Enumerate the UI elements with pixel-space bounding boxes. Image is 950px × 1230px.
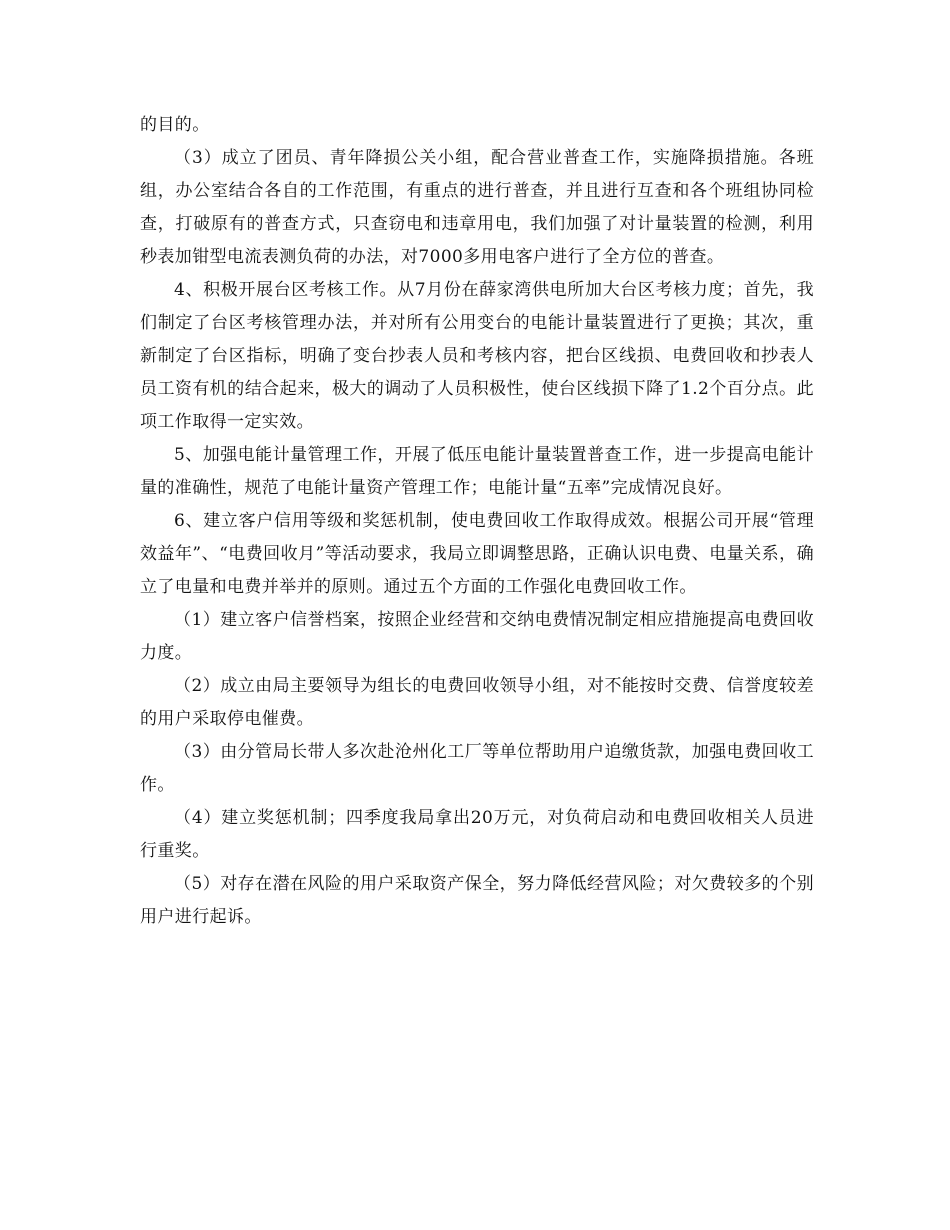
paragraph-item-4: （4）建立奖惩机制；四季度我局拿出20万元，对负荷启动和电费回收相关人员进行重奖。 xyxy=(140,808,814,861)
paragraph-section-6: 6、建立客户信用等级和奖惩机制，使电费回收工作取得成效。根据公司开展“管理效益年”、“电费回收月”等活动要求，我局立即调整思路，正确认识电费、电量关系，确立了电量和电费并举并的原则。通过五个方面的工作强化电费回收工作。 xyxy=(140,511,814,597)
document-body xyxy=(140,109,814,934)
paragraph-item-1: （1）建立客户信誉档案，按照企业经营和交纳电费情况制定相应措施提高电费回收力度。 xyxy=(140,610,814,663)
paragraph-item-2: （2）成立由局主要领导为组长的电费回收领导小组，对不能按时交费、信誉度较差的用户采取停电催费。 xyxy=(140,676,814,729)
paragraph-section-5: 5、加强电能计量管理工作，开展了低压电能计量装置普查工作，进一步提高电能计量的准确性，规范了电能计量资产管理工作；电能计量“五率”完成情况良好。 xyxy=(140,445,814,498)
paragraph-item-3-loss-group: （3）成立了团员、青年降损公关小组，配合营业普查工作，实施降损措施。各班组，办公室结合各自的工作范围，有重点的进行普查，并且进行互查和各个班组协同检查，打破原有的普查方式，只查窃电和违章用电，我们加强了对计量装置的检测，利用秒表加钳型电流表测负荷的办法，对7000多用电客户进行了全方位的普查。 xyxy=(140,148,814,267)
paragraph-item-3: （3）由分管局长带人多次赴沧州化工厂等单位帮助用户追缴货款，加强电费回收工作。 xyxy=(140,742,814,795)
paragraph-section-4: 4、积极开展台区考核工作。从7月份在薛家湾供电所加大台区考核力度；首先，我们制定了台区考核管理办法，并对所有公用变台的电能计量装置进行了更换；其次，重新制定了台区指标，明确了变台抄表人员和考核内容，把台区线损、电费回收和抄表人员工资有机的结合起来，极大的调动了人员积极性，使台区线损下降了1.2个百分点。此项工作取得一定实效。 xyxy=(140,280,814,432)
paragraph-item-5: （5）对存在潜在风险的用户采取资产保全，努力降低经营风险；对欠费较多的个别用户进行起诉。 xyxy=(140,874,814,927)
paragraph-continuation: 的目的。 xyxy=(140,115,210,135)
